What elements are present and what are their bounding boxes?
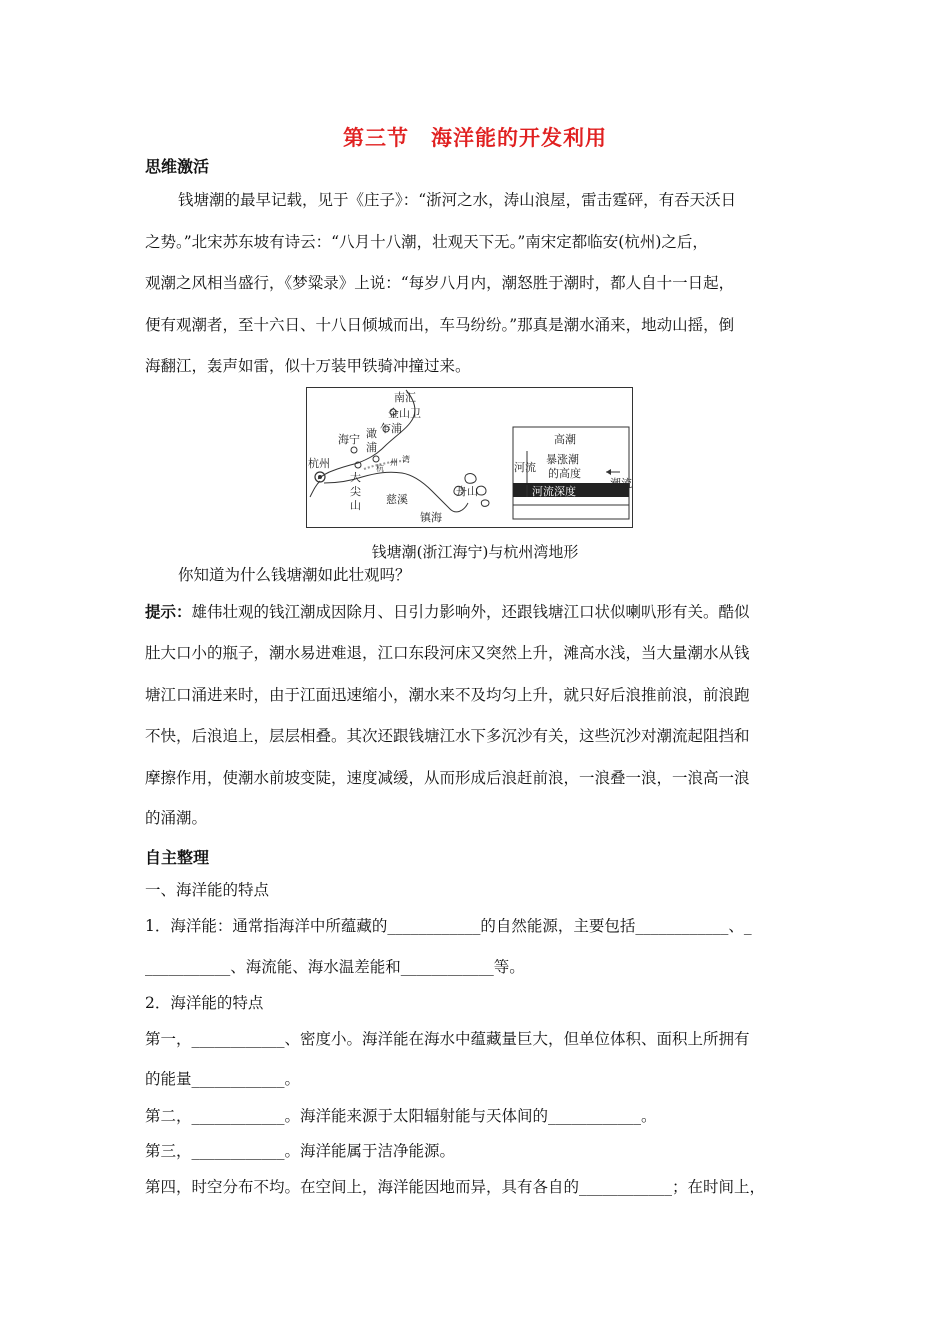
map-label-cixi: 慈溪 (386, 493, 408, 506)
diagram-label-river: 河流 (514, 461, 536, 474)
map-label-zhoushan: 舟山 (456, 485, 478, 498)
map-label-hangzhou-bay: 湾 (402, 455, 410, 464)
diagram-label-high-tide: 高潮 (554, 433, 576, 446)
paragraph-line: 海翻江，轰声如雷，似十万装甲铁骑冲撞过来。 (145, 357, 471, 375)
hint-line: 塘江口涌进来时，由于江面迅速缩小，潮水来不及均匀上升，就只好后浪推前浪，前浪跑 (145, 686, 750, 704)
map-label-zhapu: 乍浦 (380, 422, 402, 435)
map-label-zhenhai: 镇海 (420, 511, 442, 524)
map-label-dajianshan: 尖 (350, 485, 361, 498)
paragraph-line: 观潮之风相当盛行，《梦粱录》上说：“每岁八月内，潮怒胜于潮时，都人自十一日起， (145, 274, 735, 292)
fill-blank-line: 第一，____________、密度小。海洋能在海水中蕴藏量巨大，但单位体积、面积上所拥有 (145, 1030, 750, 1048)
figure-caption: 钱塘潮(浙江海宁)与杭州湾地形 (371, 543, 579, 561)
diagram-label-tidal-current: 流 (621, 477, 632, 490)
map-label-hangzhou-bay: 杭 (376, 464, 384, 473)
hint-line (145, 600, 750, 622)
map-label-dajianshan: 大 (350, 471, 361, 484)
section-heading-self-study: 自主整理 (145, 848, 210, 867)
map-label-dajianshan: 山 (350, 499, 361, 512)
paragraph-line: 之势。”北宋苏东坡有诗云：“八月十八潮，壮观天下无。”南宋定都临安(杭州)之后， (145, 233, 708, 251)
map-label-jinshanwei: 金山卫 (388, 407, 421, 420)
paragraph-line: 便有观潮者，至十六日、十八日倾城而出，车马纷纷。”那真是潮水涌来，地动山摇，倒 (145, 316, 735, 334)
hint-line: 摩擦作用，使潮水前坡变陡，速度减缓，从而形成后浪赶前浪，一浪叠一浪，一浪高一浪 (145, 769, 750, 787)
map-label-haining: 海宁 (338, 433, 360, 446)
diagram-label-tidal-current: 潮 (610, 477, 621, 490)
hint-label: 提示： (145, 603, 192, 621)
map-label-nanhui: 南汇 (394, 391, 416, 404)
section-heading-thinking: 思维激活 (145, 157, 210, 176)
bay-map-svg (306, 387, 633, 528)
fill-blank-line: 第二，____________。海洋能来源于太阳辐射能与天体间的____________。 (145, 1107, 657, 1125)
map-label-ganpu: 浦 (366, 441, 377, 454)
paragraph-line: 钱塘潮的最早记载，见于《庄子》：“浙河之水，涛山浪屋，雷击霆砰，有吞天沃日 (178, 191, 737, 209)
hint-line: 不快，后浪追上，层层相叠。其次还跟钱塘江水下多沉沙有关，这些沉沙对潮流起阻挡和 (145, 727, 750, 745)
hint-first-line: 雄伟壮观的钱江潮成因除月、日引力影响外，还跟钱塘江口状似喇叭形有关。酷似 (191, 603, 750, 621)
subheading: 一、海洋能的特点 (145, 881, 270, 899)
fill-blank-line: 第四，时空分布不均。在空间上，海洋能因地而异，具有各自的____________；在时间上， (145, 1178, 766, 1196)
fill-blank-line: 2．海洋能的特点 (145, 994, 264, 1012)
qiantang-tide-figure (306, 387, 633, 528)
hangzhou-marker-dot (318, 475, 322, 479)
map-label-ganpu: 澉 (366, 427, 377, 440)
map-label-hangzhou: 杭州 (308, 457, 330, 470)
diagram-label-bore-height: 的高度 (548, 467, 581, 480)
hint-line: 肚大口小的瓶子，潮水易进难退，江口东段河床又突然上升，滩高水浅，当大量潮水从钱 (145, 644, 750, 662)
question-line: 你知道为什么钱塘潮如此壮观吗？ (178, 566, 411, 584)
fill-blank-line: ___________、海流能、海水温差能和____________等。 (145, 958, 525, 976)
fill-blank-line: 1．海洋能：通常指海洋中所蕴藏的____________的自然能源，主要包括____________、_ (145, 917, 752, 935)
fill-blank-line: 的能量____________。 (145, 1070, 301, 1088)
diagram-label-river-depth: 河流深度 (532, 485, 576, 498)
map-label-hangzhou-bay: 州 (390, 458, 398, 467)
hint-line: 的涌潮。 (145, 809, 208, 827)
fill-blank-line: 第三，____________。海洋能属于洁净能源。 (145, 1142, 456, 1160)
page-title: 第三节 海洋能的开发利用 (343, 126, 607, 150)
diagram-label-bore-height: 暴涨潮 (546, 453, 579, 466)
